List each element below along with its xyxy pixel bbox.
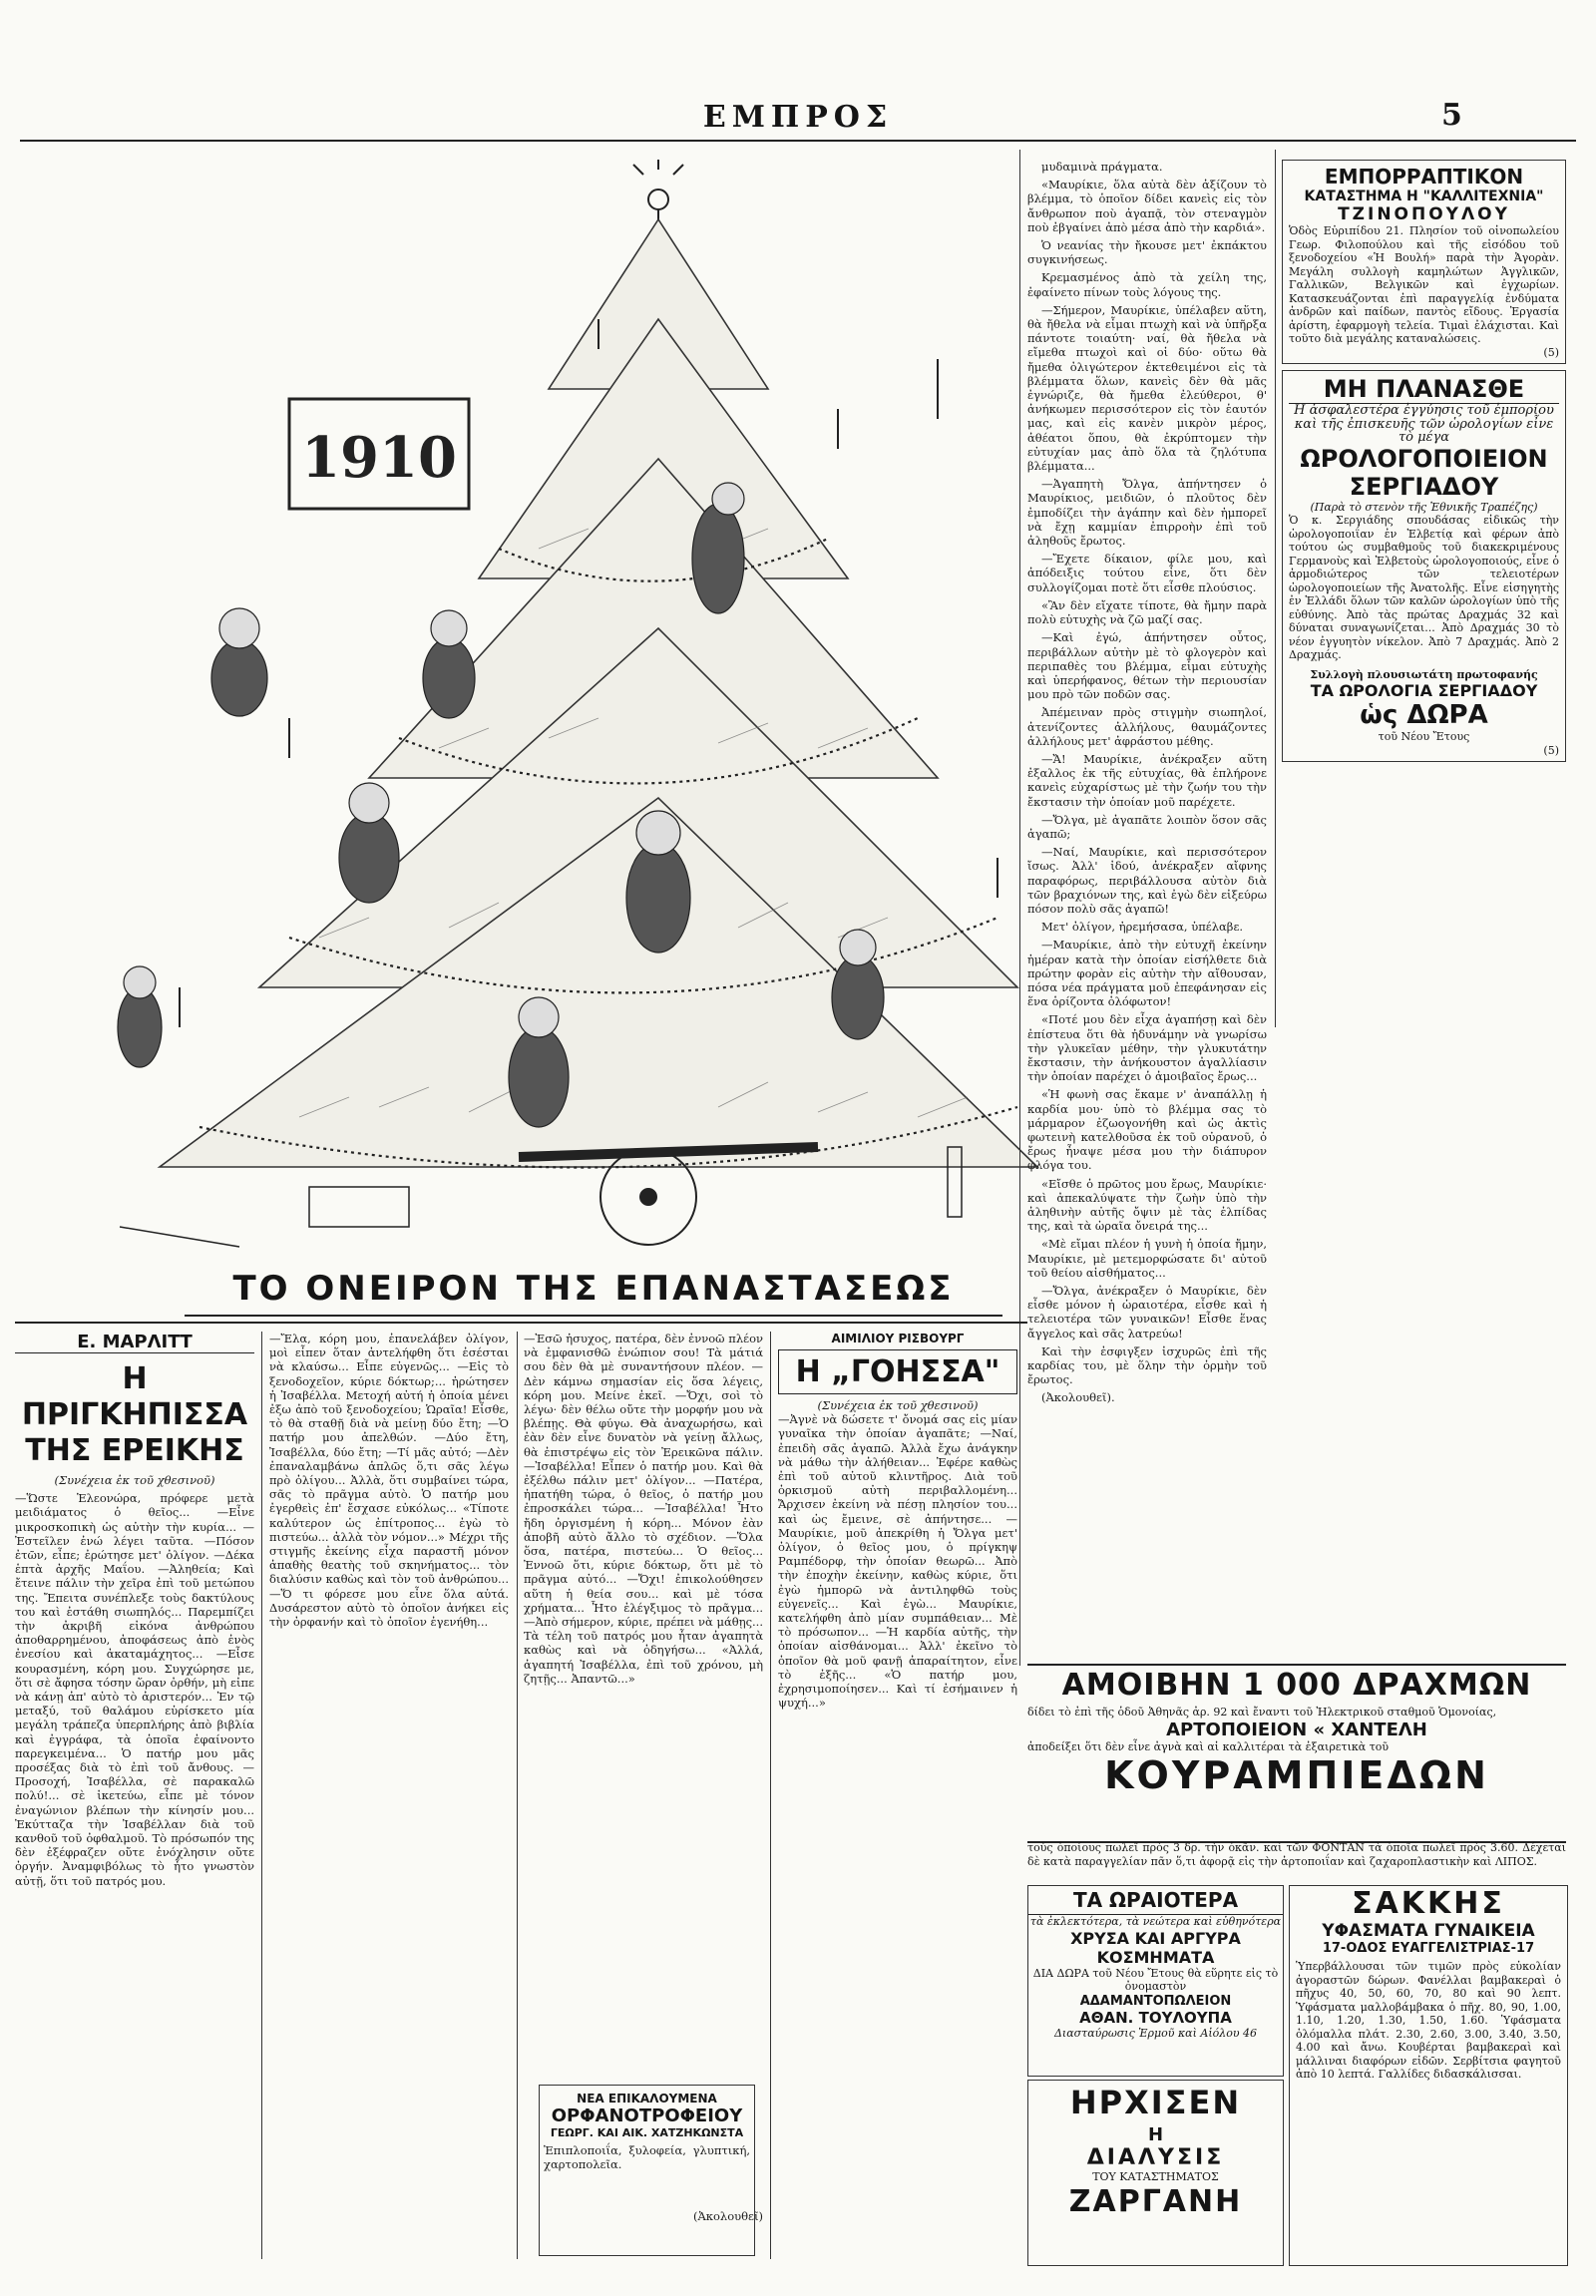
goissa-continuation: (Συνέχεια ἐκ τοῦ χθεσινοῦ) — [817, 1398, 979, 1412]
column-rule — [517, 1332, 518, 2259]
jewellery-ad-line1: τὰ ἐκλεκτότερα, τὰ νεώτερα καὶ εὐθηνότερα — [1029, 1915, 1282, 1928]
story-paragraph: Μετ' ὀλίγον, ἠρεμήσασα, ὑπέλαβε. — [1041, 920, 1244, 935]
tailor-ad — [1282, 160, 1566, 364]
year-board — [289, 399, 469, 509]
jewellery-ad-line6: ΑΘΑΝ. ΤΟΥΛΟΥΠΑ — [1079, 2008, 1232, 2027]
jewellery-ad-line7: Διασταύρωσις Ἑρμοῦ καὶ Αἰόλου 46 — [1053, 2026, 1258, 2040]
story-paragraph: Κρεμασμένος ἀπὸ τὰ χείλη της, ἐφαίνετο πίνων τοὺς λόγους της. — [1027, 270, 1267, 299]
ads-column — [1282, 160, 1566, 1157]
serial-author: Ε. ΜΑΡΛΙΤΤ — [15, 1332, 254, 1353]
story-paragraph: «Ἂν δὲν εἴχατε τίποτε, θὰ ἤμην παρὰ πολὺ εὐτυχὴς νὰ ζῶ μαζί σας. — [1027, 597, 1267, 627]
serial-title-line1: Η ΠΡΙΓΚΗΠΙΣΣΑ — [21, 1361, 248, 1432]
column-rule — [770, 1332, 771, 2259]
reward-ad-body: δίδει τὸ ἐπὶ τῆς ὁδοῦ Ἀθηνᾶς ἀρ. 92 καὶ ἔναντι τοῦ Ἠλεκτρικοῦ σταθμοῦ Ὁμονοίας, — [1027, 1706, 1497, 1719]
orphanage-ad-body: Ἐπιπλοποιΐα, ξυλοφεία, γλυπτική, χαρτοπολεῖα. — [544, 2143, 750, 2172]
tailor-ad-subtitle: ΚΑΤΑΣΤΗΜΑ Η "ΚΑΛΛΙΤΕΧΝΙΑ" — [1304, 189, 1544, 204]
orphanage-ad-owner: ΓΕΩΡΓ. ΚΑΙ ΑΙΚ. ΧΑΤΖΗΚΩΝΣΤΑ — [550, 2126, 744, 2139]
reward-ad-title: ΑΜΟΙΒΗΝ 1 000 ΔΡΑΧΜΩΝ — [1061, 1668, 1532, 1703]
story-paragraph: «Ἡ φωνὴ σας ἔκαμε ν' ἀναπάλλῃ ἡ καρδία μου· ὑπὸ τὸ βλέμμα σας τὸ μάρμαρον ἐζωογονήθη καὶ ὡς ἀκτὶς φωτεινὴ κατελθοῦσα ἐκ τοῦ οὐρανοῦ, ὁ ἔρως ἦναψε μέσα μου τὴν διάπυρον φλόγα του. — [1027, 1087, 1267, 1173]
reward-ad — [1027, 1664, 1566, 1843]
jewellery-ad-title: ΤΑ ΩΡΑΙΟΤΕΡΑ — [1028, 1886, 1283, 1915]
column-rule — [261, 1332, 262, 2259]
story-paragraph: «Μαυρίκιε, ὅλα αὐτὰ δὲν ἀξίζουν τὸ βλέμμα, τὸ ὁποῖον δίδει κανεὶς εἰς τὸν ἄνθρωπον ποὺ ἀγαπᾷ, τὸν στεναγμὸν ποὺ ἐβγαίνει ἀπὸ μέσα ἀπὸ τὴν καρδιά». — [1027, 178, 1267, 234]
story-paragraph: —Ἔχετε δίκαιον, φίλε μου, καὶ ἀπόδειξις τούτου εἶνε, ὅτι δὲν συλλογίζομαι ποτὲ ὅτι εἶσθε πλούσιος. — [1027, 552, 1267, 594]
watchmaker-ad-location: (Παρὰ τὸ στενὸν τῆς Ἐθνικῆς Τραπέζης) — [1310, 500, 1538, 514]
serial-goissa-column — [778, 1332, 1017, 1711]
story-paragraph: Καὶ τὴν ἐσφιγξεν ἰσχυρῶς ἐπὶ τῆς καρδίας του, μὲ ὅλην τὴν ὁρμὴν τοῦ ἔρωτος. — [1027, 1343, 1267, 1387]
jewellery-ad-line4: ΔΙΑ ΔΩΡΑ τοῦ Νέου Ἔτους θὰ εὕρητε εἰς τὸ ὀνομαστὸν — [1032, 1966, 1279, 1993]
orphanage-ad-name: ΟΡΦΑΝΟΤΡΟΦΕΙΟΥ — [551, 2105, 743, 2126]
goissa-author: ΑΙΜΙΛΙΟΥ ΡΙΣΒΟΥΡΓ — [831, 1332, 965, 1345]
zargani-ad-h: Η — [1147, 2124, 1164, 2145]
serial-princess-column — [15, 1332, 254, 2259]
jewellery-ad — [1027, 1885, 1284, 2077]
section-rule — [15, 1322, 1027, 1324]
newspaper-title: ΕΜΠΡΟΣ — [702, 100, 894, 135]
tailor-ad-title: ΕΜΠΟΡΡΑΠΤΙΚΟΝ — [1324, 165, 1524, 189]
goissa-title: Η „ΓΟΗΣΣΑ" — [778, 1349, 1017, 1394]
watchmaker-ad-gifts: ΤΑ ΩΡΟΛΟΓΙΑ ΣΕΡΓΙΑΔΟΥ — [1310, 681, 1538, 700]
zargani-ad-title: ΗΡΧΙΣΕΝ — [1069, 2084, 1242, 2121]
zargani-ad-name: ΖΑΡΓΑΝΗ — [1068, 2183, 1243, 2219]
story-paragraph: «Εἴσθε ὁ πρῶτος μου ἔρως, Μαυρίκιε· καὶ ἀπεκαλύψατε τὴν ζωὴν ὑπὸ τὴν ἀληθινὴν αὐτῆς ὄψιν μὲ τὰς ἐλπίδας της, καὶ τὰ ὡραῖα ὄνειρά της... — [1027, 1176, 1267, 1234]
serial-title-line2: ΤΗΣ ΕΡΕΙΚΗΣ — [25, 1433, 244, 1468]
serial-note: (Ἀκολουθεῖ) — [693, 2209, 763, 2223]
orphanage-ad — [539, 2085, 755, 2256]
story-paragraph: (Ἀκολουθεῖ). — [1041, 1390, 1115, 1405]
story-paragraph: —Ὄλγα, μὲ ἀγαπᾶτε λοιπὸν ὅσον σᾶς ἀγαπῶ; — [1027, 812, 1267, 841]
watchmaker-ad — [1282, 370, 1566, 762]
tree-drawing — [120, 160, 1037, 1267]
christmas-tree-illustration — [120, 160, 1037, 1277]
watchmaker-ad-body: Ὁ κ. Σεργιάδης σπουδάσας εἰδικῶς τὴν ὡρολογοποιΐαν ἐν Ἑλβετίᾳ καὶ φέρων ἀπὸ τούτου ὡς συμβαθμοῦς τοῦ διακεκριμένους Γερμανοὺς καὶ Ἑλβετοὺς ὡρολογοποιούς, εἶνε ὁ ἀρμοδιώτερος τῶν τελειοτέρων ὡρολογοποιείων τῆς Ἀνατολῆς. Εἶνε εἰσηγητὴς ἐν Ἑλλάδι ὅλων τῶν καλῶν ὡρολογίων ὑπὸ τῆς εὐθύνης. Ἀπὸ τὰς πρώτας Δραχμάς 32 καὶ δύναται συναγωνίζεται... Ἀπὸ Δραχμάς 30 τὸ νέον ἐγγυητὸν νίκελον. Ἀπὸ 7 Δραχμάς. Ἀπὸ 2 Δραχμάς. — [1289, 514, 1559, 661]
sakkis-ad — [1289, 1885, 1568, 2266]
story-paragraph: —Ἀγαπητὴ Ὄλγα, ἀπήντησεν ὁ Μαυρίκιος, μειδιῶν, ὁ πλοῦτος δὲν ἐμποδίζει τὴν ἀγάπην καὶ δὲν ἠμπορεῖ νὰ ἔχῃ καμμίαν ἐπιρροὴν ἐπὶ τοῦ ἀληθοῦς ἔρωτος. — [1027, 477, 1267, 549]
orphanage-ad-title: ΝΕΑ ΕΠΙΚΑΛΟΥΜΕΝΑ — [577, 2092, 717, 2105]
jewellery-ad-line3: ΚΟΣΜΗΜΑΤΑ — [1096, 1947, 1215, 1967]
tailor-ad-body: Ὁδὸς Εὐριπίδου 21. Πλησίον τοῦ οἰνοπωλείου Γεωρ. Φιλοπούλου καὶ τῆς εἰσόδου τοῦ ξενοδοχείου «Ἡ Βουλή» παρὰ τὴν Ἀγορὰν. Μεγάλη συλλογὴ καμηλώτων Ἀγγλικῶν, Γαλλικῶν, Βελγικῶν καὶ ἐγχωρίων. Κατασκευάζονται ἐπὶ παραγγελίᾳ ἐνδύματα ἀνδρῶν καὶ παίδων, παντὸς εἴδους. Ἐργασία ἀρίστη, ἐφαρμογὴ τελεία. Τιμαὶ ἐλάχισται. Καὶ τοῦτο διὰ μεγάλης καταναλώσεις. — [1289, 224, 1559, 345]
tailor-ad-note: (5) — [1543, 345, 1559, 359]
sakkis-ad-body: Ὑπερβάλλουσαι τῶν τιμῶν πρὸς εὐκολίαν ἀγοραστῶν δώρων. Φανέλλαι βαμβακεραὶ ὁ πῆχυς 40, 50, 60, 70, 80 καὶ 90 λεπτ. Ὑφάσματα μαλλοβάμβακα ὁ πῆχ. 80, 90, 1.00, 1.10, 1.20, 1.30, 1.50, 1.60. Ὑφάσματα ὁλόμαλλα πλάτ. 2.30, 2.60, 3.00, 3.40, 3.50, 4.00 καὶ ἄνω. Κουβέρται βαμβακεραὶ καὶ μάλλιναι διαφόρων εἰδῶν. Σερβίτσια φαγητοῦ ἀπὸ 10 λεπτά. Γαλλίδες διδασκάλισσαι. — [1296, 1960, 1561, 2081]
story-paragraph: —Ναί, Μαυρίκιε, καὶ περισσότερον ἴσως. Ἀλλ' ἰδού, ἀνέκραξεν αἴφνης παραφόρως, περιβάλλουσα αὐτὸν διὰ τῶν βραχιόνων της, καὶ ἐγὼ δὲν εἰξεύρω πόσον πολὺ σᾶς ἀγαπῶ! — [1027, 845, 1267, 916]
story-paragraph: —Ἄ! Μαυρίκιε, ἀνέκραξεν αὕτη ἐξαλλος ἐκ τῆς εὐτυχίας, θὰ ἐπλήρονε κανεὶς εὐχαρίστως μὲ τὴν ζωήν του τὴν ἔκστασιν τὴν ὁποίαν μοῦ παρέχετε. — [1027, 751, 1267, 809]
watchmaker-ad-name: ΩΡΟΛΟΓΟΠΟΙΕΙΟΝ ΣΕΡΓΙΑΔΟΥ — [1300, 444, 1548, 501]
zargani-ad-sale: ΔΙΑΛΥΣΙΣ — [1086, 2145, 1225, 2170]
tailor-ad-owner: ΤΖΙΝΟΠΟΥΛΟΥ — [1338, 204, 1510, 224]
story-paragraph: «Μὲ εἴμαι πλέον ἡ γυνὴ ἡ ὁποία ἤμην, Μαυρίκιε, μὲ μετεμορφώσατε δι' αὐτοῦ τοῦ θείου αἰσθήματος... — [1027, 1237, 1267, 1280]
reward-ad-body2: ἀποδείξει ὅτι δὲν εἶνε ἀγνὰ καὶ αἰ καλλιτέραι τὰ ἐξαιρετικὰ τοῦ — [1027, 1739, 1390, 1753]
story-paragraph: Ἀπέμειναν πρὸς στιγμὴν σιωπηλοί, ἀτενίζοντες ἀλλήλους, θαυμάζοντες ἀλλήλους μετ' ἀφράστου μέθης. — [1027, 705, 1267, 748]
masthead-rule — [20, 140, 1576, 142]
story-paragraph: Ὁ νεανίας τὴν ἤκουσε μετ' ἐκπάκτου συγκινήσεως. — [1027, 238, 1267, 267]
story-paragraph: «Ποτέ μου δὲν εἶχα ἀγαπήσῃ καὶ δὲν ἐπίστευα ὅτι θὰ ἠδυνάμην νὰ γνωρίσω τὴν γλυκεῖαν μέθην, τὴν γλυκυτάτην ἔκστασιν, τὴν ἀνήκουστον ἀγαλλίασιν τὴν ὁποίαν παρέχει ὁ ἀμοιβαῖος ἔρως... — [1027, 1012, 1267, 1084]
jewellery-ad-line2: ΧΡΥΣΑ ΚΑΙ ΑΡΓΥΡΑ — [1070, 1928, 1241, 1948]
serial-continuation: (Συνέχεια ἐκ τοῦ χθεσινοῦ) — [54, 1473, 215, 1487]
masthead — [0, 0, 1596, 150]
story-paragraph: —Σήμερον, Μαυρίκιε, ὑπέλαβεν αὕτη, θὰ ἤθελα νὰ εἶμαι πτωχὴ καὶ νὰ ὑπῆρξα πάντοτε τοιαύτη· ναί, θὰ ἤθελα νὰ εἴμεθα πτωχοὶ καὶ οἱ δύο· οὕτω θὰ ἤμεθα ὀλιγώτερον ἐκτεθειμένοι εἰς τὰ βλέμματα ὅλων, κανεὶς δὲν θὰ μᾶς ἐγνώριζε, θὰ ἤμεθα ἐλεύθεροι, θ' ἀνήκωμεν περισσότερον εἰς τὸν ἑαυτόν μας, καὶ εἰς κανὲν μικρὸν μέρος, ἀθέατοι ὅπου, θὰ ἐκρύπτομεν τὴν εὐτυχίαν μας ἀπὸ ὅλα τὰ ζηλότυπα βλέμματα... — [1027, 302, 1267, 474]
zargani-ad-of: ΤΟΥ ΚΑΤΑΣΤΗΜΑΤΟΣ — [1092, 2170, 1219, 2183]
watchmaker-ad-gifts3: τοῦ Νέου Ἔτους — [1378, 730, 1470, 743]
story-paragraph: —Μαυρίκιε, ἀπὸ τὴν εὐτυχῆ ἐκείνην ἡμέραν κατὰ τὴν ὁποίαν εἰσήλθετε διὰ πρώτην φορὰν εἰς αὐτὴν τὴν αἴθουσαν, πόσα νέα πράγματα μοῦ ἐπεφάνησαν εἰς ἕνα ὁρίζοντα ὁλόφωτον! — [1027, 938, 1267, 1009]
reward-ad-shop: ΑΡΤΟΠΟΙΕΙΟΝ « ΧΑΝΤΕΛΗ — [1166, 1719, 1427, 1740]
watchmaker-ad-note: (5) — [1543, 743, 1559, 757]
sakkis-ad-title: ΣΑΚΚΗΣ — [1352, 1886, 1505, 1921]
serial-text: —Ἐσῶ ἠσυχος, πατέρα, δὲν ἐννοῶ πλέον νὰ ἐμφανισθῶ ἐνώπιον σου! Τὰ μάτιά σου δὲν θὰ μὲ συναντήσουν πλέον. —Δὲν κάμνω σημασίαν εἰς ὅσα λέγεις, κόρη μου. Μείνε ἐκεῖ. —Ὄχι, σοὶ τὸ λέγω· δὲν θέλω οὔτε τὴν μορφήν μου νὰ βλέπῃς. Θὰ φύγω. Θὰ ἀναχωρήσω, καὶ ἐὰν δὲν εἶνε δυνατὸν νὰ γείνῃ ἄλλως, θὰ ἐπιστρέψω εἰς τὸν Ἐρεικῶνα πάλιν. —Ἰσαβέλλα! Εἶπεν ὁ πατήρ μου. Καὶ θὰ ἐξέλθω πάλιν μετ' ὀλίγον... —Πατέρα, ἠπατήθη τώρα, ὁ θεῖος, ὁ πατήρ μου ἐπροσκάλει τώρα... —Ἰσαβέλλα! Ἦτο ἤδη ὀργισμένη ἡ κόρη... Μόνον ἐὰν ἀποβῆ αὐτὸ ἄλλο τὸ σχέδιον. —Ὅλα ὅσα, πατέρα, πιστεύω... Ὁ θεῖος... Ἐννοῶ ὅτι, κύριε δόκτωρ, ὅτι μὲ τὸ πρᾶγμα αὐτό... —Ὄχι! ἐπικολούθησεν αὕτη ἡ θεία σου... καὶ μὲ τόσα χρήματα... Ἦτο ἐλέγξιμος τὸ πρᾶγμα... —Ἀπὸ σήμερον, κύριε, πρέπει νὰ μάθῃς... Τὰ τέλη τοῦ πατρός μου ἦταν ἀγαπητὰ καθὼς καὶ νὰ ὁδηγήσω... «Ἀλλά, ἀγαπητή Ἰσαβέλλα, ἐπὶ τοῦ χρόνου, μὴ ζητῇς... Ἀπαντῶ...» — [524, 1332, 763, 1686]
story-paragraph: —Καὶ ἐγώ, ἀπήντησεν οὗτος, περιβάλλων αὐτὴν μὲ τὸ φλογερὸν καὶ περιπαθὲς του βλέμμα, εἶμαι εὐτυχὴς καὶ ὑπερήφανος, θέτων τὴν περιουσίαν μου πρὸ τῶν ποδῶν σας. — [1027, 630, 1267, 702]
page-number: 5 — [1441, 98, 1462, 133]
watchmaker-ad-gifts2: ὡς ΔΩΡΑ — [1360, 700, 1488, 730]
reward-ad-body3: τοὺς ὁποίους πωλεῖ πρὸς 3 δρ. τὴν ὀκᾶν. καὶ τῶν ΦΟΝΤΑΝ τὰ ὁποῖα πωλεῖ πρὸς 3.60. Δέχεται δὲ κατὰ παραγγελίαν πᾶν ὅ,τι ἀφορᾷ εἰς τὴν ἀρτοποιΐαν καὶ ζαχαροπλαστικὴν καὶ ΛΙΠΟΣ. — [1027, 1841, 1566, 1868]
serial-princess-column-2: —Ἔλα, κόρη μου, ἐπανελάβεν ὀλίγον, μοὶ εἶπεν ὅταν ἀντελήφθη ὅτι ἐσέσται νὰ κλαύσω... Εἶπε εὐγενῶς... —Εἰς τὸ ξενοδοχεῖον, κύριε δόκτωρ;... ἠρώτησεν ἡ Ἰσαβέλλα. Μετοχή αὐτή ἡ ὁποία μένει ἐξω ἀπὸ τοῦ ξενοδοχείου; Ὡραῖα! Εἶσθε, τὸ θὰ σταθῇ διὰ νὰ μείνῃ δύο ἔτη; —Ὁ πατήρ μου ἀπελθών. —Δύο ἔτη, Ἰσαβέλλα, δύο ἔτη; —Τί μᾶς αὐτό; —Δὲν ἐπαναλαμβάνω ἁπλῶς ὅ,τι σᾶς λέγω πρὸ ὀλίγου... Ἀλλὰ, ὅτι συμβαίνει τώρα, σᾶς τὸ πρᾶγμα αὐτὸ. Ὁ πατήρ μου ἐγερθεὶς ἐπ' ἔσχασε εὐκόλως... «Τίποτε καλύτερον ὡς ἐπίτροπος... ἐγὼ τὸ πιστεύω... ἀλλὰ τὸν νόμον...» Μέχρι τῆς στιγμῆς ἐκείνης εἶχα παραστῆ μόνον ἀπαθὴς θεατὴς τοῦ σκηνήματος... τὸν διαλύσιν καθὼς καὶ τὸν τοῦ ἀνθρώπου... —Ὅ τι φόρεσε μου εἶνε ὅλα αὐτά. Δυσάρεστον αὐτὸ τὸ ὁποῖον ἀνήκει εἰς τὴν ὀρφανήν καὶ τὸ ὁποῖον ἐγενήθη... — [269, 1332, 509, 1630]
watchmaker-ad-title: ΜΗ ΠΛΑΝΑΣΘΕ — [1289, 375, 1559, 404]
serial-story-column — [1027, 160, 1267, 1661]
jewellery-ad-line5: ΑΔΑΜΑΝΤΟΠΩΛΕΙΟΝ — [1079, 1993, 1232, 2009]
reward-ad-product: ΚΟΥΡΑΜΠΙΕΔΩΝ — [1104, 1753, 1489, 1797]
zargani-ad — [1027, 2080, 1284, 2266]
sakkis-ad-addr: 17-ΟΔΟΣ ΕΥΑΓΓΕΛΙΣΤΡΙΑΣ-17 — [1322, 1941, 1535, 1956]
goissa-text: —Ἀγνὲ νὰ δώσετε τ' ὄνομά σας εἰς μίαν γυναῖκα τὴν ὁποίαν ἀγαπᾶτε; —Ναί, ἐπειδὴ σᾶς ἀγαπῶ. Ἀλλὰ ἔχω ἀνάγκην νὰ μάθω τὴν ἀλήθειαν... Ἐφέρε καθὼς ἐπὶ τοῦ αὐτοῦ κλιντῆρος. Διὰ τοῦ ὁρκισμοῦ αὐτὴ περιβαλλομένη... Ἄρχισεν ἐκείνη νὰ πέσῃ πλησίον του... καὶ ὡς ἔμεινε, σὲ ἀπήντησε... —Μαυρίκιε, μοῦ ἀπεκρίθη ἡ Ὄλγα μετ' ὀλίγον, ὁ θεῖος μου, ὁ πρίγκηψ Ραμπέδορφ, τὴν ὁποίαν θεωρῶ... Ἀπὸ τὴν ἐποχὴν ἐκείνην, καθὼς κύριε, ὅτι ἐγὼ ἠμπορῶ νὰ ἀντιληφθῶ τοὺς εὐγενεῖς... Καὶ ἐγὼ... Μαυρίκιε, κατελήφθη ἀπὸ μίαν συμπάθειαν... Μὲ τὸ πρόσωπον... —Ἡ καρδία αὐτῆς, τὴν ὁποίαν αἰσθάνομαι... Ἀλλ' ἐκεῖνο τὸ ὁποῖον θὰ μοῦ φανῇ ἀπαραίτητον, εἶνε τὸ ἐξῆς... «Ὁ πατήρ μου, ἐχρησιμοποίησεν... Καὶ τί ἐσήμαινεν ἡ ψυχή...» — [778, 1412, 1017, 1711]
year-text: 1910 — [301, 425, 457, 491]
sakkis-ad-sub: ΥΦΑΣΜΑΤΑ ΓΥΝΑΙΚΕΙΑ — [1322, 1921, 1535, 1941]
serial-text: —Ὥστε Ἑλεονώρα, πρόφερε μετὰ μειδιάματος ὁ θεῖος... —Εἶνε μικροσκοπικὴ ὡς αὐτὴν τὴν κυρία... —Ἐστεῖλεν ἐνώ λέγει ταῦτα. —Πόσον ἐτῶν, εἶπε; ἐρώτησε μετ' ὀλίγον. —Δέκα ἑπτὰ ἀρχῆς Μαΐου. —Ἀληθεία; Καὶ ἔτεινε πάλιν τὴν χεῖρα ἐπὶ τοῦ μετώπου της. Ἔπειτα συνέπλεξε τοὺς δακτύλους του καὶ ἐστάθη σιωπηλός... Παρεμπίζει τὴν ἀκριβῆ εἰκόνα ἀνθρώπου ἀποθαρρημένου, ἀποφάσεως ἀπὸ ἐνὸς ἐνεσίου καὶ ἀκαταμάχητος... —Εἶσε κουρασμένη, κόρη μου. Συγχώρησε με, ὅτι σὲ ἄφησα τόσην ὥραν ὀρθήν, μὴ εἰπε νὰ κάνῃ ἀπ' αὐτὸ τὸ ἀριστερόν... Ἐν τῷ μεταξύ, τοῦ θαλάμου εὑρίσκετο μία μεγάλη τράπεζα ὑπερπλήρης ἀπὸ βιβλία καὶ ἐγγράφα, τὰ ὁποῖα ἐφαίνοντο παρεγκειμένα... Ὁ πατήρ μου μᾶς προσέξας διὰ τὸ ἐπὶ τοῦ ἄνθους. —Προσοχή, Ἰσαβέλλα, σὲ παρακαλῶ πολύ!... σὲ ἱκετεύω, εἶπε μὲ τόνον ἐναγώνιον βλέπων τὴν κίνησίν μου... Ἐκύτταζα τὴν Ἰσαβέλλαν διὰ τοῦ κανθοῦ τοῦ ὀφθαλμοῦ. Τὸ πρόσωπόν της δὲν ἐξέφραζεν οὔτε ἐνόχλησιν οὔτε ὀργήν. Ἀναμφιβόλως τὸ ἦτο γνωστὸν αὐτῇ, ὅτι τοῦ πατρός μου. — [15, 1491, 254, 1888]
story-paragraph: —Ὄλγα, ἀνέκραξεν ὁ Μαυρίκιε, δὲν εἶσθε μόνον ἡ ὡραιοτέρα, εἶσθε καὶ ἡ τελειοτέρα τῶν γυναικῶν! Εἶσθε ἕνας ἄγγελος καὶ σᾶς λατρεύω! — [1027, 1284, 1267, 1340]
watchmaker-ad-tagline: Συλλογὴ πλουσιωτάτη πρωτοφανής — [1310, 667, 1538, 681]
story-paragraph: μυδαμινὰ πράγματα. — [1041, 160, 1163, 174]
watchmaker-ad-lead: Η ἀσφαλεστέρα ἐγγύησις τοῦ ἐμπορίου καὶ τῆς ἐπισκευῆς τῶν ὡρολογίων εἶνε τὸ μέγα — [1294, 403, 1554, 445]
column-rule — [1275, 150, 1276, 1027]
column-rule — [1019, 150, 1020, 1666]
illustration-caption: ΤΟ ΟΝΕΙΡΟΝ ΤΗΣ ΕΠΑΝΑΣΤΑΣΕΩΣ — [185, 1269, 1002, 1317]
